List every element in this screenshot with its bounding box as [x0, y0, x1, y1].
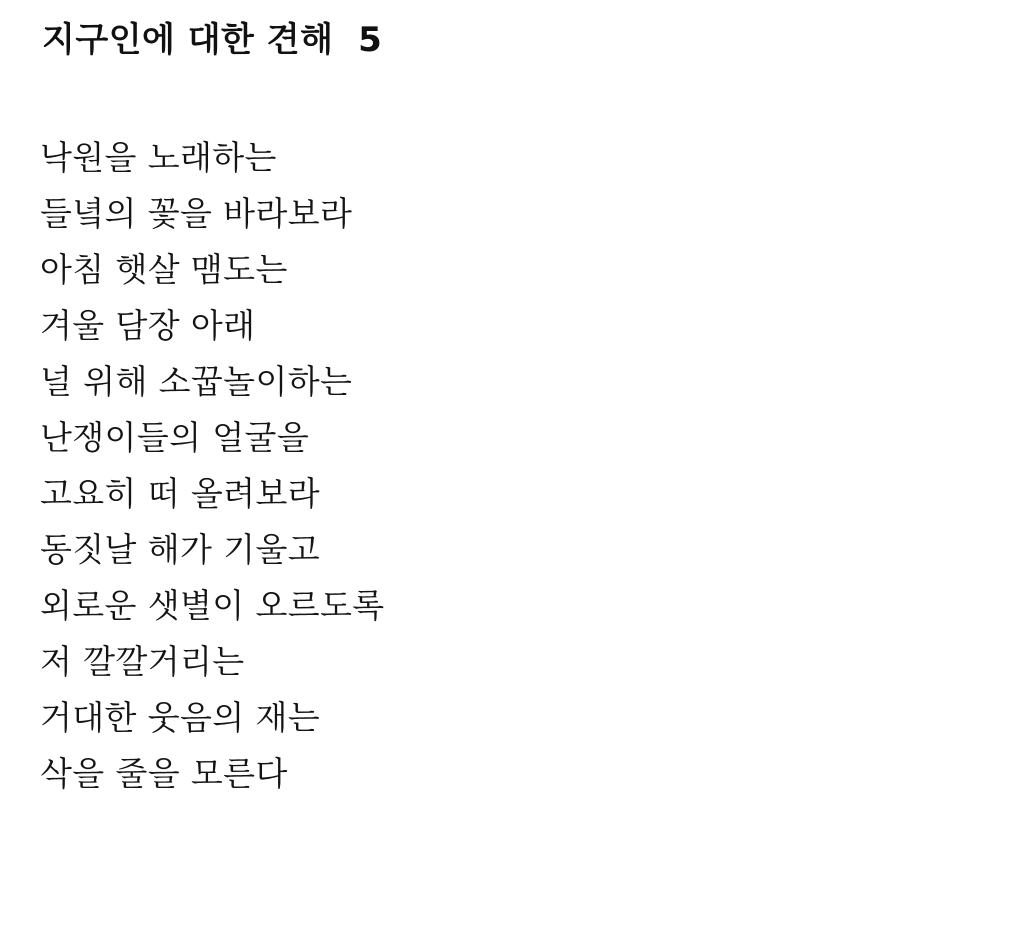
poem-line: 널 위해 소꿉놀이하는: [40, 361, 353, 401]
poem-line: 아침 햇살 맴도는: [40, 249, 288, 289]
poem-line: 낙원을 노래하는: [40, 137, 277, 177]
poem-line: 거대한 웃음의 재는: [40, 697, 321, 737]
poem-line: 외로운 샛별이 오르도록: [40, 585, 385, 625]
poem-line: 난쟁이들의 얼굴을: [40, 417, 310, 457]
page-title: 지구인에 대한 견해 5: [42, 20, 383, 60]
poem-line: 들녘의 꽃을 바라보라: [40, 193, 353, 233]
poem-line: 고요히 떠 올려보라: [40, 473, 321, 513]
poem-line: 삭을 줄을 모른다: [40, 753, 288, 793]
poem-line: 겨울 담장 아래: [40, 305, 256, 345]
poem-line: 동짓날 해가 기울고: [40, 529, 321, 569]
poem-line: 저 깔깔거리는: [40, 641, 245, 681]
poem-body: [40, 130, 984, 802]
